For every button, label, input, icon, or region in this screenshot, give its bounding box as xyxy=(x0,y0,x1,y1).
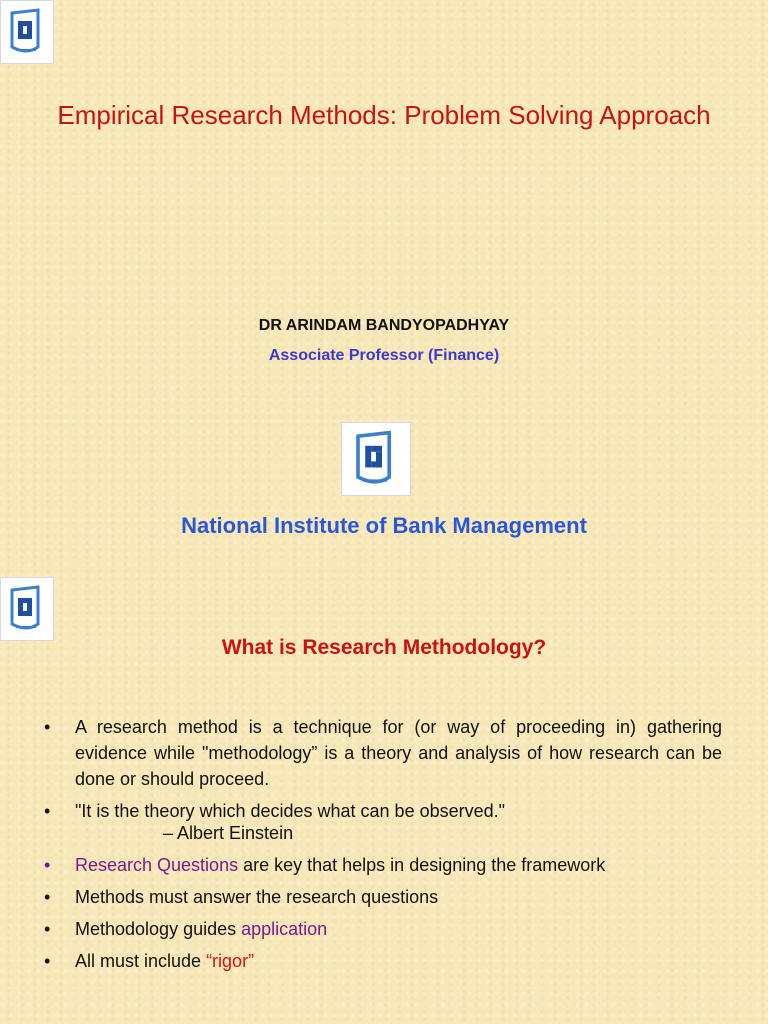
list-item xyxy=(0,884,768,910)
bullet-icon: • xyxy=(44,717,51,737)
bullet-icon: • xyxy=(44,801,51,821)
list-item xyxy=(0,916,768,942)
quote-attribution xyxy=(0,820,768,846)
list-item xyxy=(0,852,768,878)
bullet-text: All must include xyxy=(75,951,207,971)
attribution-text: – Albert Einstein xyxy=(163,823,294,843)
bullet-list xyxy=(0,714,768,980)
bullet-text: "It is the theory which decides what can be observed." xyxy=(75,801,506,821)
author-name: DR ARINDAM BANDYOPADHYAY xyxy=(258,317,510,334)
bullet-icon: • xyxy=(44,951,51,971)
author-role: Associate Professor (Finance) xyxy=(268,347,500,364)
bullet-text: A research method is a technique for (or way of proceeding in) gathering evidence while "methodology” is a theory and analysis of how research can be done or should proceed. xyxy=(75,717,722,789)
bullet-highlight: “rigor” xyxy=(206,951,255,971)
content-slide xyxy=(0,567,768,1024)
list-item xyxy=(0,714,768,792)
bullet-icon: • xyxy=(44,855,51,875)
institute-name: National Institute of Bank Management xyxy=(181,513,587,538)
slide-title: What is Research Methodology? xyxy=(221,636,547,659)
bullet-text: Methods must answer the research questions xyxy=(75,887,439,907)
bullet-highlight: Research Questions xyxy=(75,855,239,875)
nibm-logo-icon xyxy=(0,577,54,641)
nibm-logo-icon xyxy=(341,422,411,496)
bullet-icon: • xyxy=(44,887,51,907)
bullet-icon: • xyxy=(44,919,51,939)
slide-title: Empirical Research Methods: Problem Solving Approach xyxy=(57,100,711,130)
bullet-text: are key that helps in designing the framework xyxy=(238,855,606,875)
list-item xyxy=(0,948,768,974)
bullet-text: Methodology guides xyxy=(75,919,242,939)
bullet-highlight: application xyxy=(241,919,328,939)
nibm-logo-icon xyxy=(0,0,54,64)
